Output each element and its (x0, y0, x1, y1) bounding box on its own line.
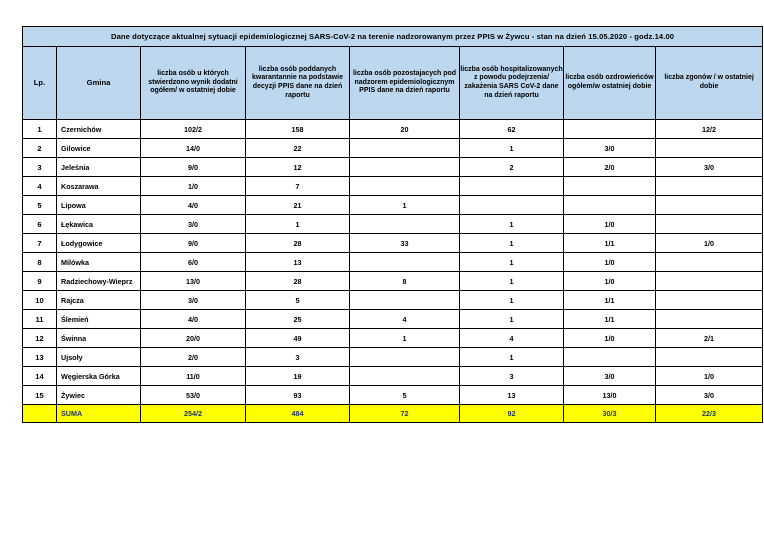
cell-epidemic-supervision: 4 (350, 310, 460, 329)
cell-quarantine: 3 (246, 348, 350, 367)
cell-lp: 14 (23, 367, 57, 386)
summary-positive-cases: 254/2 (141, 405, 246, 423)
table-summary-row (23, 405, 763, 423)
cell-lp: 2 (23, 139, 57, 158)
cell-quarantine: 5 (246, 291, 350, 310)
cell-epidemic-supervision (350, 215, 460, 234)
cell-recovered: 2/0 (564, 158, 656, 177)
table-row (23, 158, 763, 177)
cell-lp: 11 (23, 310, 57, 329)
cell-deaths: 1/0 (656, 367, 763, 386)
cell-gmina: Łękawica (57, 215, 141, 234)
cell-epidemic-supervision (350, 253, 460, 272)
cell-deaths: 2/1 (656, 329, 763, 348)
table-row (23, 177, 763, 196)
cell-recovered: 1/1 (564, 310, 656, 329)
cell-deaths (656, 348, 763, 367)
cell-hospitalized: 1 (460, 253, 564, 272)
table-row (23, 234, 763, 253)
cell-deaths (656, 272, 763, 291)
table-row (23, 215, 763, 234)
cell-gmina: Gilowice (57, 139, 141, 158)
cell-epidemic-supervision (350, 291, 460, 310)
cell-hospitalized: 2 (460, 158, 564, 177)
cell-gmina: Ujsoły (57, 348, 141, 367)
cell-recovered: 1/1 (564, 291, 656, 310)
cell-gmina: Jeleśnia (57, 158, 141, 177)
cell-epidemic-supervision: 1 (350, 196, 460, 215)
cell-lp: 5 (23, 196, 57, 215)
column-header-gmina: Gmina (57, 47, 141, 120)
cell-quarantine: 22 (246, 139, 350, 158)
cell-recovered (564, 120, 656, 139)
cell-recovered (564, 348, 656, 367)
cell-epidemic-supervision: 20 (350, 120, 460, 139)
cell-epidemic-supervision (350, 158, 460, 177)
cell-recovered: 13/0 (564, 386, 656, 405)
column-header-deaths: liczba zgonów / w ostatniej dobie (656, 47, 763, 120)
cell-hospitalized: 1 (460, 272, 564, 291)
cell-gmina: Milówka (57, 253, 141, 272)
cell-recovered: 3/0 (564, 367, 656, 386)
spreadsheet-sheet (22, 26, 754, 423)
cell-lp: 8 (23, 253, 57, 272)
cell-quarantine: 1 (246, 215, 350, 234)
cell-gmina: Świnna (57, 329, 141, 348)
cell-lp: 15 (23, 386, 57, 405)
cell-lp: 1 (23, 120, 57, 139)
cell-quarantine: 93 (246, 386, 350, 405)
cell-quarantine: 28 (246, 272, 350, 291)
cell-gmina: Rajcza (57, 291, 141, 310)
table-row (23, 386, 763, 405)
summary-deaths: 22/3 (656, 405, 763, 423)
cell-recovered (564, 196, 656, 215)
column-header-recovered: liczba osób ozdrowieńców ogółem/w ostatniej dobie (564, 47, 656, 120)
cell-epidemic-supervision: 1 (350, 329, 460, 348)
cell-quarantine: 12 (246, 158, 350, 177)
cell-gmina: Koszarawa (57, 177, 141, 196)
cell-gmina: Łodygowice (57, 234, 141, 253)
cell-epidemic-supervision (350, 348, 460, 367)
cell-deaths: 12/2 (656, 120, 763, 139)
cell-lp: 4 (23, 177, 57, 196)
cell-quarantine: 158 (246, 120, 350, 139)
cell-hospitalized (460, 196, 564, 215)
cell-recovered: 1/0 (564, 329, 656, 348)
cell-lp: 6 (23, 215, 57, 234)
cell-hospitalized: 1 (460, 348, 564, 367)
cell-gmina: Żywiec (57, 386, 141, 405)
page-title: Dane dotyczące aktualnej sytuacji epidemiologicznej SARS-CoV-2 na terenie nadzorowanym przez PPIS w Żywcu - stan na dzień 15.05.2020 - godz.14.00 (23, 27, 763, 47)
cell-positive-cases: 6/0 (141, 253, 246, 272)
cell-deaths (656, 253, 763, 272)
cell-positive-cases: 11/0 (141, 367, 246, 386)
cell-gmina: Radziechowy-Wieprz (57, 272, 141, 291)
table-row (23, 139, 763, 158)
cell-gmina: Czernichów (57, 120, 141, 139)
cell-quarantine: 7 (246, 177, 350, 196)
cell-hospitalized: 3 (460, 367, 564, 386)
column-header-quarantine: liczba osób poddanych kwarantannie na podstawie decyzji PPIS dane na dzień raportu (246, 47, 350, 120)
cell-positive-cases: 3/0 (141, 291, 246, 310)
cell-hospitalized: 13 (460, 386, 564, 405)
table-header-row (23, 47, 763, 120)
summary-recovered: 30/3 (564, 405, 656, 423)
cell-quarantine: 25 (246, 310, 350, 329)
cell-gmina: Lipowa (57, 196, 141, 215)
cell-lp: 10 (23, 291, 57, 310)
cell-hospitalized: 62 (460, 120, 564, 139)
cell-positive-cases: 4/0 (141, 310, 246, 329)
cell-quarantine: 19 (246, 367, 350, 386)
cell-recovered: 1/0 (564, 253, 656, 272)
cell-gmina: Węgierska Górka (57, 367, 141, 386)
cell-quarantine: 13 (246, 253, 350, 272)
cell-epidemic-supervision (350, 177, 460, 196)
cell-positive-cases: 53/0 (141, 386, 246, 405)
cell-hospitalized (460, 177, 564, 196)
summary-hospitalized: 92 (460, 405, 564, 423)
cell-hospitalized: 1 (460, 139, 564, 158)
cell-quarantine: 28 (246, 234, 350, 253)
cell-hospitalized: 1 (460, 215, 564, 234)
cell-epidemic-supervision (350, 367, 460, 386)
cell-recovered (564, 177, 656, 196)
table-row (23, 329, 763, 348)
table-row (23, 196, 763, 215)
cell-epidemic-supervision: 8 (350, 272, 460, 291)
epidemic-data-table (22, 26, 763, 423)
cell-positive-cases: 102/2 (141, 120, 246, 139)
cell-deaths: 3/0 (656, 386, 763, 405)
cell-gmina: Ślemień (57, 310, 141, 329)
column-header-epidemic-supervision: liczba osób pozostajacych pod nadzorem epidemiologicznym PPIS dane na dzień raportu (350, 47, 460, 120)
table-row (23, 348, 763, 367)
cell-deaths (656, 139, 763, 158)
cell-lp: 7 (23, 234, 57, 253)
cell-hospitalized: 1 (460, 234, 564, 253)
cell-positive-cases: 20/0 (141, 329, 246, 348)
cell-recovered: 1/0 (564, 215, 656, 234)
cell-deaths (656, 196, 763, 215)
cell-lp: 13 (23, 348, 57, 367)
column-header-lp: Lp. (23, 47, 57, 120)
column-header-hospitalized: liczba osób hospitalizowanych z powodu podejrzenia/ zakażenia SARS CoV-2 dane na dzień raportu (460, 47, 564, 120)
cell-epidemic-supervision (350, 139, 460, 158)
summary-label: SUMA (57, 405, 141, 423)
table-row (23, 367, 763, 386)
cell-positive-cases: 14/0 (141, 139, 246, 158)
cell-recovered: 1/1 (564, 234, 656, 253)
cell-positive-cases: 4/0 (141, 196, 246, 215)
cell-deaths (656, 310, 763, 329)
summary-quarantine: 484 (246, 405, 350, 423)
table-title-row (23, 27, 763, 47)
cell-positive-cases: 9/0 (141, 234, 246, 253)
column-header-positive-cases: liczba osób u których stwierdzono wynik dodatni ogółem/ w ostatniej dobie (141, 47, 246, 120)
cell-positive-cases: 2/0 (141, 348, 246, 367)
table-row (23, 272, 763, 291)
table-row (23, 120, 763, 139)
cell-hospitalized: 1 (460, 310, 564, 329)
cell-recovered: 3/0 (564, 139, 656, 158)
cell-positive-cases: 1/0 (141, 177, 246, 196)
cell-positive-cases: 13/0 (141, 272, 246, 291)
summary-epidemic-supervision: 72 (350, 405, 460, 423)
cell-lp: 3 (23, 158, 57, 177)
cell-quarantine: 21 (246, 196, 350, 215)
cell-hospitalized: 4 (460, 329, 564, 348)
cell-lp: 12 (23, 329, 57, 348)
cell-deaths (656, 215, 763, 234)
cell-deaths: 3/0 (656, 158, 763, 177)
cell-deaths (656, 177, 763, 196)
table-row (23, 291, 763, 310)
table-row (23, 310, 763, 329)
cell-hospitalized: 1 (460, 291, 564, 310)
cell-positive-cases: 3/0 (141, 215, 246, 234)
cell-positive-cases: 9/0 (141, 158, 246, 177)
cell-epidemic-supervision: 5 (350, 386, 460, 405)
cell-quarantine: 49 (246, 329, 350, 348)
cell-recovered: 1/0 (564, 272, 656, 291)
cell-lp: 9 (23, 272, 57, 291)
table-row (23, 253, 763, 272)
cell-deaths: 1/0 (656, 234, 763, 253)
cell-deaths (656, 291, 763, 310)
summary-empty-lp (23, 405, 57, 423)
cell-epidemic-supervision: 33 (350, 234, 460, 253)
